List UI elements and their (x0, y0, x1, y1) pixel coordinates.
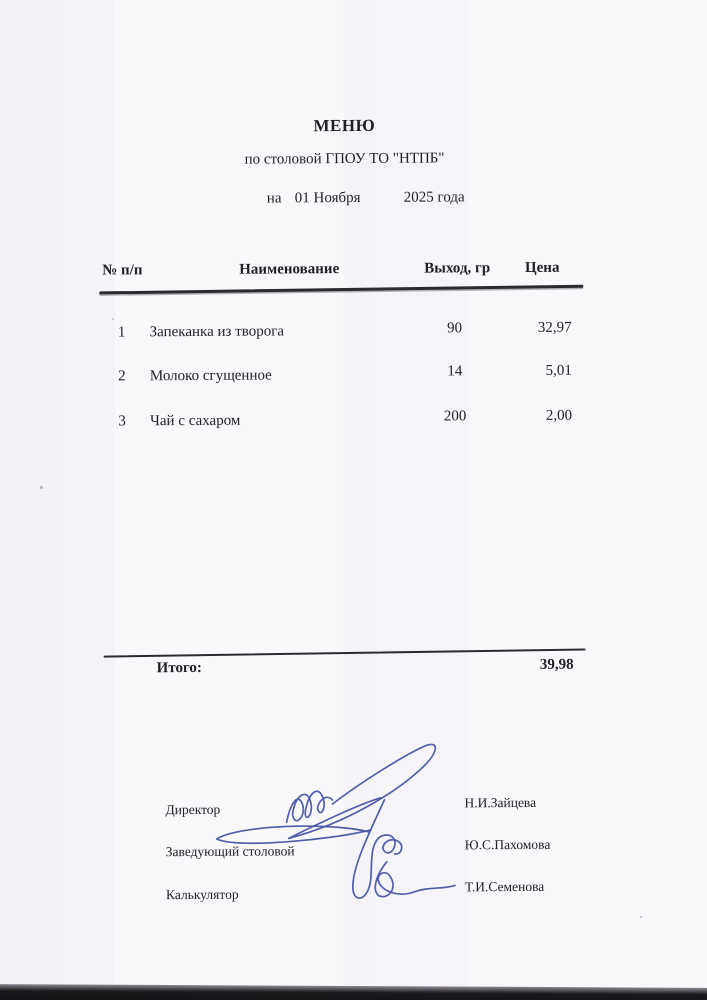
date-year: 2025 года (403, 189, 465, 206)
date-prefix: на (266, 190, 282, 207)
date-line (0, 188, 691, 207)
signature-role: Заведующий столовой (165, 843, 295, 860)
row-num: 1 (117, 324, 126, 341)
signature-role: Директор (165, 801, 221, 818)
col-header-weight: Выход, гр (424, 260, 491, 277)
row-name: Чай с сахаром (150, 412, 241, 430)
row-name: Запеканка из творога (149, 323, 285, 341)
signature-name: Ю.С.Пахомова (464, 836, 551, 853)
signature-name: Н.И.Зайцева (464, 794, 537, 811)
signature-role: Калькулятор (165, 886, 239, 903)
scan-edge-shadow (0, 984, 707, 1000)
date-day: 01 Ноября (294, 189, 361, 207)
row-name: Молоко сгущенное (149, 367, 272, 385)
row-price: 2,00 (545, 407, 573, 424)
total-label: Итого: (156, 659, 202, 677)
col-header-num: № п/п (102, 262, 143, 279)
scan-speck (112, 318, 114, 320)
signature-name: Т.И.Семенова (464, 878, 545, 895)
row-num: 3 (118, 413, 126, 430)
scan-speck (40, 486, 43, 489)
page-title: МЕНЮ (313, 115, 376, 136)
row-weight: 14 (447, 363, 463, 380)
col-header-name: Наименование (239, 261, 340, 278)
col-header-price: Цена (524, 259, 560, 276)
scan-speck (640, 916, 642, 918)
row-weight: 90 (447, 320, 463, 337)
header-rule (99, 285, 583, 294)
row-price: 5,01 (545, 362, 572, 379)
total-value: 39,98 (539, 656, 574, 673)
row-weight: 200 (443, 408, 467, 425)
signature-ink (200, 741, 481, 913)
row-num: 2 (118, 368, 126, 385)
row-price: 32,97 (537, 319, 572, 336)
page-subtitle: по столовой ГПОУ ТО "НТПБ" (244, 150, 445, 168)
